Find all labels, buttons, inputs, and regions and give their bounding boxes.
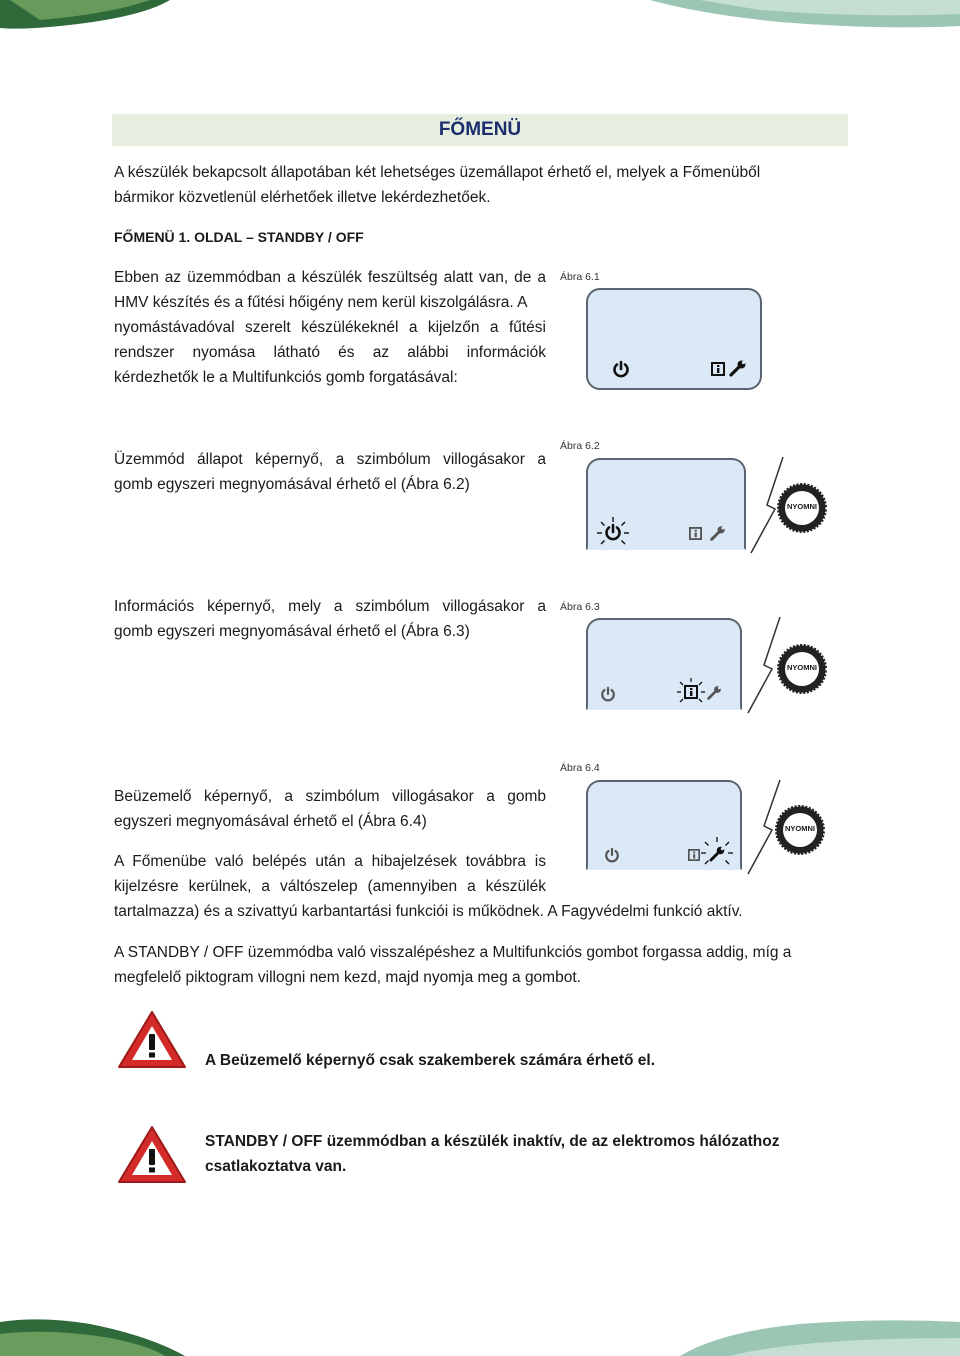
text-line: HMV készítés és a fűtési hőigény nem kerül kiszolgálásra. A: [114, 294, 528, 311]
press-knob-icon: [776, 643, 828, 695]
header-decoration: [0, 0, 960, 30]
wrench-icon: [706, 684, 723, 701]
text-line: Ebben az üzemmódban a készülék feszültség alatt van, de a: [114, 269, 546, 286]
wrench-icon: [709, 524, 727, 542]
paragraph-setup-screen: [114, 784, 546, 834]
figure-label: Ábra 6.1: [560, 271, 600, 283]
page-title: FŐMENÜ: [438, 119, 522, 140]
intro-paragraph: A készülék bekapcsolt állapotában két lehetséges üzemállapot érhető el, melyek a Főmenüből bármikor közvetlenül elérhetőek illetve lekérdezhetőek.: [114, 164, 761, 206]
text-line: kijelzésre kerülnek, a váltószelep (amennyiben a készülék: [114, 878, 546, 895]
info-icon: [689, 527, 702, 540]
warning-icon: [116, 1009, 188, 1071]
text-line: A Főmenübe való belépés után a hibajelzések továbbra is: [114, 853, 546, 870]
figure-label: Ábra 6.2: [560, 440, 600, 452]
text-line: egyszeri megnyomásával érhető el (Ábra 6.4): [114, 813, 427, 830]
press-knob-icon: [776, 482, 828, 534]
power-icon-blinking: [596, 516, 630, 550]
paragraph-info-screen: [114, 594, 546, 644]
warning-icon: [116, 1124, 188, 1186]
text-line: Üzemmód állapot képernyő, a szimbólum villogásakor a: [114, 451, 546, 468]
section-heading: FŐMENÜ 1. OLDAL – STANDBY / OFF: [114, 229, 364, 245]
knob-label: NYOMNI: [787, 663, 817, 672]
text-line: gomb egyszeri megnyomásával érhető el (Ábra 6.3): [114, 623, 470, 640]
figure-label: Ábra 6.4: [560, 762, 600, 774]
paragraph-main-menu-note: [114, 849, 814, 924]
info-icon: [711, 362, 725, 376]
knob-label: NYOMNI: [785, 824, 815, 833]
display-screen: [586, 458, 746, 550]
text-line: gomb egyszeri megnyomásával érhető el (Ábra 6.2): [114, 476, 470, 493]
warning-text: STANDBY / OFF üzemmódban a készülék inaktív, de az elektromos hálózathoz csatlakoztatva van.: [205, 1133, 780, 1175]
display-screen: [586, 618, 742, 710]
text-line: Beüzemelő képernyő, a szimbólum villogásakor a gomb: [114, 788, 546, 805]
paragraph-return-standby: A STANDBY / OFF üzemmódba való visszalépéshez a Multifunkciós gombot forgassa addig, míg a megfelelő piktogram villogni nem kezd, majd nyomja meg a gombot.: [114, 944, 792, 986]
paragraph-standby: [114, 265, 546, 390]
wrench-icon: [728, 358, 748, 378]
figure-label: Ábra 6.3: [560, 601, 600, 613]
text-line: kérdezhetők le a Multifunkciós gomb forgatásával:: [114, 369, 458, 386]
display-screen: [586, 288, 762, 390]
power-icon: [600, 686, 616, 702]
info-icon-blinking: [676, 677, 706, 707]
text-line: rendszer nyomása látható és az alábbi információk: [114, 344, 546, 361]
footer-decoration: [0, 1316, 960, 1356]
text-line: Információs képernyő, mely a szimbólum villogásakor a: [114, 598, 546, 615]
title-bar: [112, 114, 848, 146]
text-line: tartalmazza) és a szivattyú karbantartási funkciói is működnek. A Fagyvédelmi funkció aktív.: [114, 903, 743, 920]
power-icon: [612, 360, 630, 378]
knob-label: NYOMNI: [787, 502, 817, 511]
text-line: nyomástávadóval szerelt készülékeknél a kijelzőn a fűtési: [114, 319, 546, 336]
warning-text: A Beüzemelő képernyő csak szakemberek számára érhető el.: [205, 1052, 656, 1069]
paragraph-mode-screen: [114, 447, 546, 497]
